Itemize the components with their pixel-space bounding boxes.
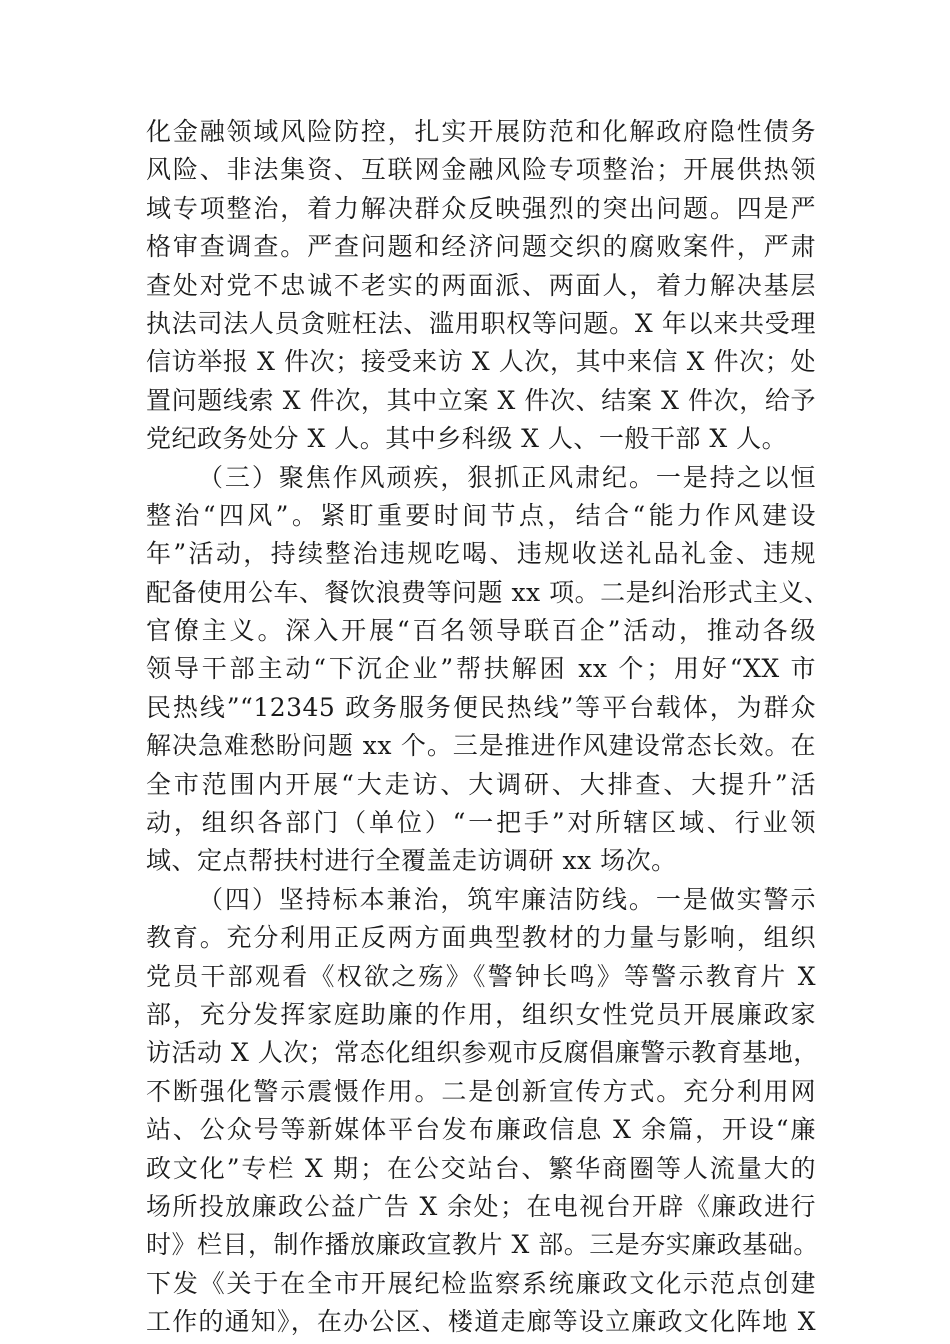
text-line: 查处对党不忠诚不老实的两面派、两面人，着力解决基层 — [146, 270, 816, 300]
text-line: （四）坚持标本兼治，筑牢廉洁防线。一是做实警示 — [198, 884, 816, 914]
text-line: 化金融领域风险防控，扎实开展防范和化解政府隐性债务 — [146, 117, 816, 146]
text-line: 配备使用公车、餐饮浪费等问题 xx 项。二是纠治形式主义、 — [146, 577, 830, 607]
text-line: 时》栏目，制作播放廉政宣教片 X 部。三是夯实廉政基础。 — [146, 1230, 819, 1260]
text-line: 政文化”专栏 X 期；在公交站台、繁华商圈等人流量大的 — [146, 1153, 816, 1183]
text-line: 部，充分发挥家庭助廉的作用，组织女性党员开展廉政家 — [146, 999, 816, 1029]
text-line: 不断强化警示震慑作用。二是创新宣传方式。充分利用网 — [146, 1076, 816, 1106]
text-line: 年”活动，持续整治违规吃喝、违规收送礼品礼金、违规 — [146, 539, 816, 569]
text-line: 信访举报 X 件次；接受来访 X 人次，其中来信 X 件次；处 — [146, 347, 816, 377]
text-line: 站、公众号等新媒体平台发布廉政信息 X 余篇，开设“廉 — [146, 1115, 816, 1145]
text-line: 领导干部主动“下沉企业”帮扶解困 xx 个；用好“XX 市 — [146, 654, 816, 684]
text-line: 解决急难愁盼问题 xx 个。三是推进作风建设常态长效。在 — [146, 731, 816, 761]
text-line: 整治“四风”。紧盯重要时间节点，结合“能力作风建设 — [146, 500, 816, 530]
text-line: 域、定点帮扶村进行全覆盖走访调研 xx 场次。 — [146, 846, 677, 876]
text-line: 域专项整治，着力解决群众反映强烈的突出问题。四是严 — [146, 193, 816, 223]
document-body — [146, 113, 830, 1342]
text-line: 民热线”“12345 政务服务便民热线”等平台载体，为群众 — [146, 692, 816, 722]
text-line: 官僚主义。深入开展“百名领导联百企”活动，推动各级 — [146, 616, 816, 646]
text-line: 访活动 X 人次；常态化组织参观市反腐倡廉警示教育基地， — [146, 1038, 819, 1068]
text-line: （三）聚焦作风顽疾，狠抓正风肃纪。一是持之以恒 — [198, 462, 816, 492]
text-line: 风险、非法集资、互联网金融风险专项整治；开展供热领 — [146, 155, 816, 185]
text-line: 党员干部观看《权欲之殇》《警钟长鸣》等警示教育片 X — [146, 961, 816, 991]
text-line: 全市范围内开展“大走访、大调研、大排查、大提升”活 — [146, 769, 816, 799]
text-line: 场所投放廉政公益广告 X 余处；在电视台开辟《廉政进行 — [146, 1191, 816, 1221]
text-line: 格审查调查。严查问题和经济问题交织的腐败案件，严肃 — [146, 232, 816, 262]
text-line: 工作的通知》，在办公区、楼道走廊等设立廉政文化阵地 X — [146, 1307, 816, 1337]
text-line: 教育。充分利用正反两方面典型教材的力量与影响，组织 — [146, 923, 816, 953]
text-line: 下发《关于在全市开展纪检监察系统廉政文化示范点创建 — [146, 1268, 816, 1298]
text-line: 执法司法人员贪赃枉法、滥用职权等问题。X 年以来共受理 — [146, 308, 816, 338]
text-line: 党纪政务处分 X 人。其中乡科级 X 人、一般干部 X 人。 — [146, 424, 788, 454]
text-line: 置问题线索 X 件次，其中立案 X 件次、结案 X 件次，给予 — [146, 385, 816, 415]
text-line: 动，组织各部门（单位）“一把手”对所辖区域、行业领 — [146, 808, 816, 838]
